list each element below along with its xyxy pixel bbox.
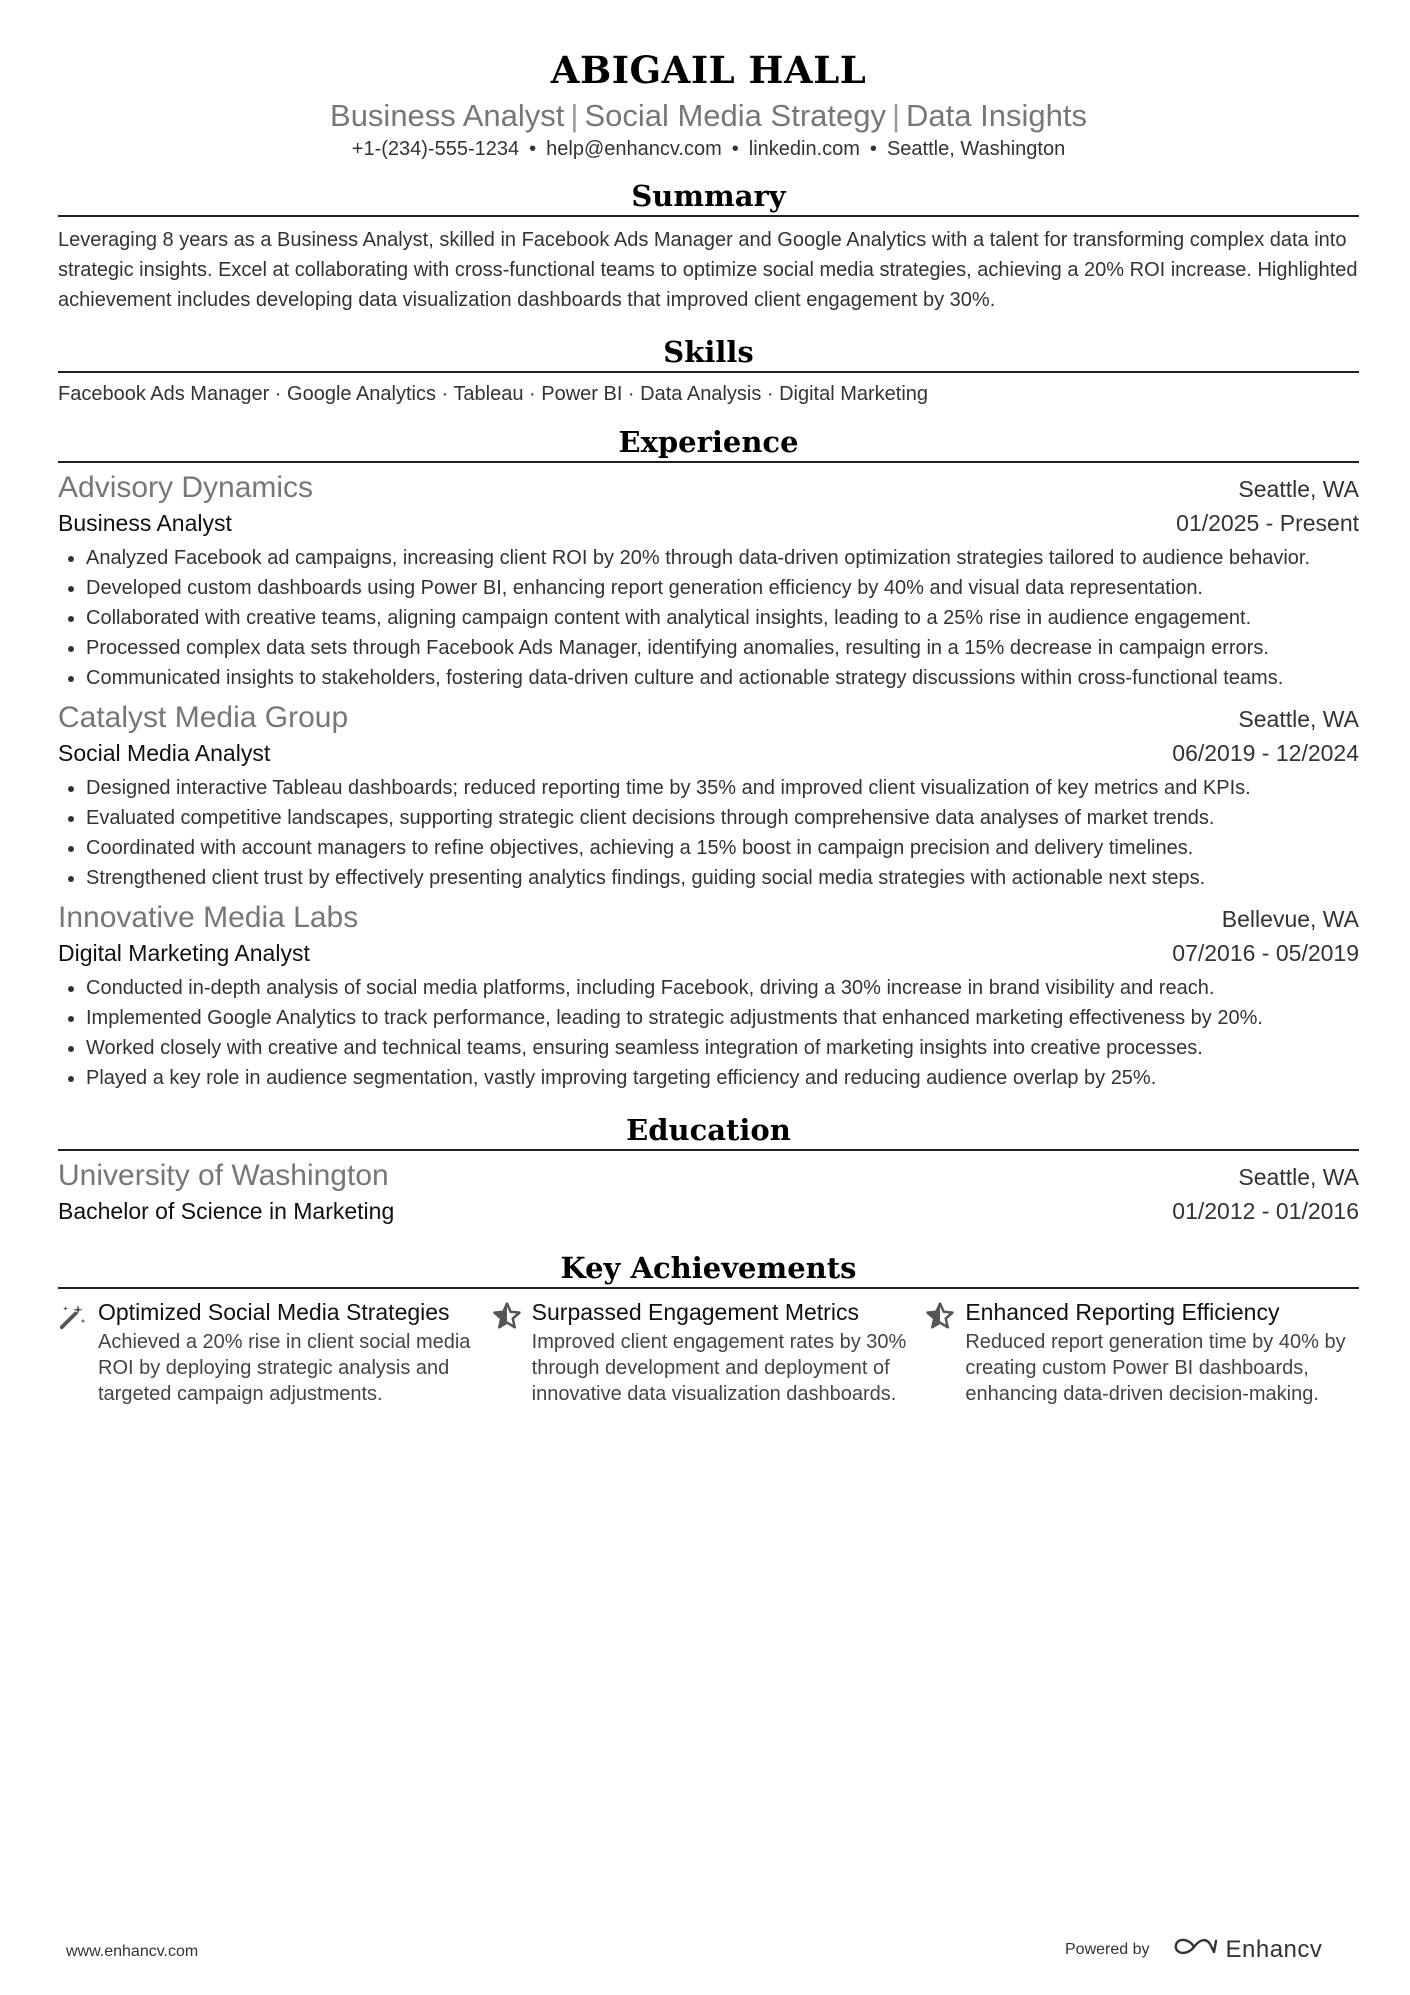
achievement-title: Optimized Social Media Strategies [98,1299,450,1325]
headline: Business Analyst | Social Media Strategy | Data Insights [330,98,1087,133]
location: Seattle, Washington [886,138,1066,160]
experience-section [58,423,1359,1093]
candidate-name: ABIGAIL HALL [550,48,867,92]
achievements-list [58,1297,1359,1407]
achievement-title: Surpassed Engagement Metrics [531,1299,859,1325]
job-dates: 07/2016 - 05/2019 [1172,940,1359,966]
achievement-item [58,1297,492,1407]
bullet: • Conducted in-depth analysis of social media platforms, including Facebook, driving a 30% increase in brand visibility and reach. [86,973,1359,1003]
achievement-title: Enhanced Reporting Efficiency [965,1299,1280,1325]
star-icon [925,1297,965,1407]
divider [58,461,1359,463]
school-location: Seattle, WA [1238,1164,1359,1190]
achievement-item [925,1297,1359,1407]
company-name: Advisory Dynamics [58,471,314,504]
bullet: • Developed custom dashboards using Power BI, enhancing report generation efficiency by 40% and visual data representation. [86,573,1359,603]
achievements-section [58,1249,1359,1407]
divider [58,215,1359,217]
education-heading: Education [626,1113,791,1147]
summary-text: Leveraging 8 years as a Business Analyst, skilled in Facebook Ads Manager and Google Analytics with a talent for transforming complex data into strategic insights. Excel at collaborating with cross-functional teams to optimize social media strategies, achieving a 20% ROI increase. Highlighted achievement includes developing data visualization dashboards that improved client engagement by 30%. [58,229,1358,311]
bullet: • Worked closely with creative and technical teams, ensuring seamless integration of marketing insights into creative processes. [86,1033,1359,1063]
contact-info: +1-(234)-555-1234 • help@enhancv.com • linkedin.com • Seattle, Washington [351,138,1066,160]
job-location: Seattle, WA [1238,706,1359,732]
education-section [58,1111,1359,1227]
job-title: Digital Marketing Analyst [58,940,310,966]
divider [58,1287,1359,1289]
job-location: Seattle, WA [1238,476,1359,502]
bullet: • Implemented Google Analytics to track performance, leading to strategic adjustments that enhanced marketing effectiveness by 20%. [86,1003,1359,1033]
enhancv-logo-icon [1172,1934,1218,1965]
skills-heading: Skills [663,335,754,369]
company-name: Catalyst Media Group [58,701,349,734]
footer-branding [1065,1934,1322,1965]
degree: Bachelor of Science in Marketing [58,1198,395,1224]
achievements-heading: Key Achievements [560,1251,857,1285]
email-link[interactable]: help@enhancv.com [546,138,722,160]
bullet: • Analyzed Facebook ad campaigns, increasing client ROI by 20% through data-driven optimization strategies tailored to audience behavior. [86,543,1359,573]
job-entry [58,899,1359,1093]
education-dates: 01/2012 - 01/2016 [1172,1198,1359,1224]
job-bullets [58,973,1359,1093]
job-title: Social Media Analyst [58,740,271,766]
summary-heading: Summary [631,179,786,213]
skills-section [58,333,1359,409]
bullet: • Evaluated competitive landscapes, supporting strategic client decisions through comprehensive data analyses of market trends. [86,803,1359,833]
achievement-item [492,1297,926,1407]
bullet: • Designed interactive Tableau dashboards; reduced reporting time by 35% and improved client visualization of key metrics and KPIs. [86,773,1359,803]
magic-wand-icon [58,1297,98,1407]
star-icon [492,1297,532,1407]
bullet: • Communicated insights to stakeholders, fostering data-driven culture and actionable strategy discussions within cross-functional teams. [86,663,1359,693]
divider [58,371,1359,373]
job-bullets [58,773,1359,893]
job-dates: 06/2019 - 12/2024 [1172,740,1359,766]
job-dates: 01/2025 - Present [1176,510,1359,536]
job-location: Bellevue, WA [1221,906,1359,932]
linkedin-link[interactable]: linkedin.com [748,138,860,160]
resume-page [58,44,1359,1407]
achievement-description: Reduced report generation time by 40% by creating custom Power BI dashboards, enhancing data-driven decision-making. [965,1331,1346,1405]
job-title: Business Analyst [58,510,232,536]
company-name: Innovative Media Labs [58,901,359,934]
enhancv-brand-name: Enhancv [1225,1935,1323,1963]
achievement-description: Improved client engagement rates by 30% through development and deployment of innovative data visualization dashboards. [531,1331,907,1405]
skills-list: Facebook Ads Manager · Google Analytics · Tableau · Power BI · Data Analysis · Digital Marketing [58,383,929,405]
bullet: • Collaborated with creative teams, aligning campaign content with analytical insights, leading to a 25% rise in audience engagement. [86,603,1359,633]
headline-role: Business Analyst [330,98,565,133]
education-entry [58,1157,1359,1227]
bullet: • Played a key role in audience segmentation, vastly improving targeting efficiency and reducing audience overlap by 25%. [86,1063,1359,1093]
headline-specialty: Data Insights [906,98,1087,133]
job-entry [58,699,1359,893]
summary-section [58,177,1359,315]
footer-website-link[interactable]: www.enhancv.com [66,1943,199,1960]
school-name: University of Washington [58,1159,389,1192]
bullet: • Coordinated with account managers to refine objectives, achieving a 15% boost in campaign precision and delivery timelines. [86,833,1359,863]
headline-focus: Social Media Strategy [584,98,886,133]
powered-by-label: Powered by [1065,1940,1150,1958]
achievement-description: Achieved a 20% rise in client social media ROI by deploying strategic analysis and targeted campaign adjustments. [98,1331,471,1405]
job-bullets [58,543,1359,693]
bullet: • Processed complex data sets through Facebook Ads Manager, identifying anomalies, resulting in a 15% decrease in campaign errors. [86,633,1359,663]
job-entry [58,469,1359,693]
bullet: • Strengthened client trust by effectively presenting analytics findings, guiding social media strategies with actionable next steps. [86,863,1359,893]
phone: +1-(234)-555-1234 [351,138,520,160]
divider [58,1149,1359,1151]
experience-heading: Experience [618,425,799,459]
